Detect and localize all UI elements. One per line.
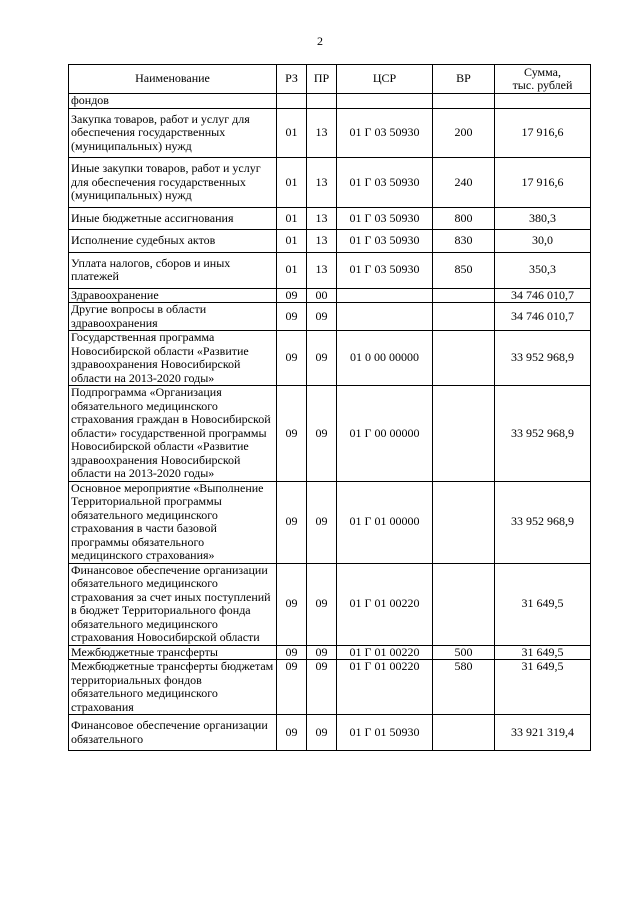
table-row [69, 331, 591, 386]
row-rz: 01 [277, 230, 307, 253]
row-sum: 34 746 010,7 [495, 303, 591, 331]
row-pr: 09 [307, 660, 337, 715]
row-csr [337, 303, 433, 331]
row-name: Закупка товаров, работ и услуг для обеспечения государственных (муниципальных) нужд [69, 108, 277, 158]
table-row [69, 94, 591, 109]
row-csr: 01 Г 03 50930 [337, 207, 433, 230]
row-csr: 01 Г 03 50930 [337, 230, 433, 253]
row-pr: 09 [307, 715, 337, 751]
row-rz [277, 94, 307, 109]
row-rz: 01 [277, 252, 307, 288]
row-name: Исполнение судебных актов [69, 230, 277, 253]
row-name: фондов [69, 94, 277, 109]
row-rz: 09 [277, 715, 307, 751]
row-pr: 09 [307, 331, 337, 386]
row-sum: 17 916,6 [495, 108, 591, 158]
row-vr: 800 [433, 207, 495, 230]
row-name: Подпрограмма «Организация обязательного медицинского страхования граждан в Новосибирской области» государственной программы Новосибирской области «Развитие здравоохранения Новосибирской области на 2013-2020 годы» [69, 386, 277, 482]
row-vr [433, 715, 495, 751]
row-pr: 09 [307, 645, 337, 660]
row-name: Другие вопросы в области здравоохранения [69, 303, 277, 331]
row-rz: 09 [277, 303, 307, 331]
header-csr: ЦСР [337, 65, 433, 94]
table-row [69, 230, 591, 253]
table-row [69, 645, 591, 660]
row-rz: 09 [277, 331, 307, 386]
row-sum: 33 921 319,4 [495, 715, 591, 751]
row-rz: 09 [277, 660, 307, 715]
table-row [69, 252, 591, 288]
row-name: Государственная программа Новосибирской области «Развитие здравоохранения Новосибирской области на 2013-2020 годы» [69, 331, 277, 386]
row-vr [433, 481, 495, 563]
budget-table [68, 64, 591, 751]
table-row [69, 715, 591, 751]
row-name: Межбюджетные трансферты бюджетам территориальных фондов обязательного медицинского страхования [69, 660, 277, 715]
row-pr: 09 [307, 481, 337, 563]
row-sum: 30,0 [495, 230, 591, 253]
table-row [69, 108, 591, 158]
table-row [69, 288, 591, 303]
header-sum: Сумма, тыс. рублей [495, 65, 591, 94]
row-sum: 34 746 010,7 [495, 288, 591, 303]
row-sum: 31 649,5 [495, 660, 591, 715]
row-name: Основное мероприятие «Выполнение Территориальной программы обязательного медицинского страхования в части базовой программы обязательного медицинского страхования» [69, 481, 277, 563]
row-vr: 850 [433, 252, 495, 288]
row-vr: 580 [433, 660, 495, 715]
row-csr: 01 Г 03 50930 [337, 158, 433, 208]
row-csr: 01 Г 00 00000 [337, 386, 433, 482]
row-name: Иные закупки товаров, работ и услуг для обеспечения государственных (муниципальных) нужд [69, 158, 277, 208]
row-pr: 00 [307, 288, 337, 303]
row-rz: 01 [277, 108, 307, 158]
row-csr: 01 Г 03 50930 [337, 252, 433, 288]
row-vr: 200 [433, 108, 495, 158]
header-pr: ПР [307, 65, 337, 94]
header-name: Наименование [69, 65, 277, 94]
row-csr: 01 Г 01 00220 [337, 563, 433, 645]
row-sum: 31 649,5 [495, 563, 591, 645]
header-rz: РЗ [277, 65, 307, 94]
row-rz: 09 [277, 563, 307, 645]
row-sum: 33 952 968,9 [495, 481, 591, 563]
row-vr [433, 288, 495, 303]
header-vr: ВР [433, 65, 495, 94]
row-pr: 13 [307, 108, 337, 158]
row-rz: 01 [277, 207, 307, 230]
row-rz: 09 [277, 288, 307, 303]
row-sum: 33 952 968,9 [495, 386, 591, 482]
row-vr: 240 [433, 158, 495, 208]
table-row [69, 158, 591, 208]
row-pr: 13 [307, 158, 337, 208]
row-csr: 01 Г 01 00220 [337, 645, 433, 660]
row-rz: 09 [277, 386, 307, 482]
row-name: Иные бюджетные ассигнования [69, 207, 277, 230]
row-pr: 09 [307, 303, 337, 331]
row-pr: 09 [307, 563, 337, 645]
row-vr [433, 303, 495, 331]
row-csr [337, 288, 433, 303]
row-vr [433, 94, 495, 109]
row-rz: 01 [277, 158, 307, 208]
row-rz: 09 [277, 481, 307, 563]
row-name: Финансовое обеспечение организации обязательного [69, 715, 277, 751]
row-name: Межбюджетные трансферты [69, 645, 277, 660]
row-sum [495, 94, 591, 109]
table-row [69, 303, 591, 331]
row-pr: 13 [307, 252, 337, 288]
row-sum: 31 649,5 [495, 645, 591, 660]
table-row [69, 481, 591, 563]
row-pr: 09 [307, 386, 337, 482]
table-row [69, 386, 591, 482]
row-sum: 17 916,6 [495, 158, 591, 208]
row-name: Здравоохранение [69, 288, 277, 303]
row-pr: 13 [307, 207, 337, 230]
row-sum: 350,3 [495, 252, 591, 288]
row-vr [433, 386, 495, 482]
row-pr [307, 94, 337, 109]
row-csr [337, 94, 433, 109]
row-csr: 01 Г 01 50930 [337, 715, 433, 751]
table-row [69, 207, 591, 230]
row-rz: 09 [277, 645, 307, 660]
table-row [69, 563, 591, 645]
row-vr: 830 [433, 230, 495, 253]
row-sum: 33 952 968,9 [495, 331, 591, 386]
row-sum: 380,3 [495, 207, 591, 230]
row-vr [433, 563, 495, 645]
row-csr: 01 Г 01 00220 [337, 660, 433, 715]
page-number: 2 [317, 34, 323, 48]
table-header-row [69, 65, 591, 94]
row-csr: 01 Г 03 50930 [337, 108, 433, 158]
row-vr [433, 331, 495, 386]
row-name: Уплата налогов, сборов и иных платежей [69, 252, 277, 288]
row-csr: 01 Г 01 00000 [337, 481, 433, 563]
row-csr: 01 0 00 00000 [337, 331, 433, 386]
row-name: Финансовое обеспечение организации обязательного медицинского страхования за счет иных поступлений в бюджет Территориального фонда обязательного медицинского страхования Новосибирской области [69, 563, 277, 645]
table-row [69, 660, 591, 715]
row-vr: 500 [433, 645, 495, 660]
row-pr: 13 [307, 230, 337, 253]
